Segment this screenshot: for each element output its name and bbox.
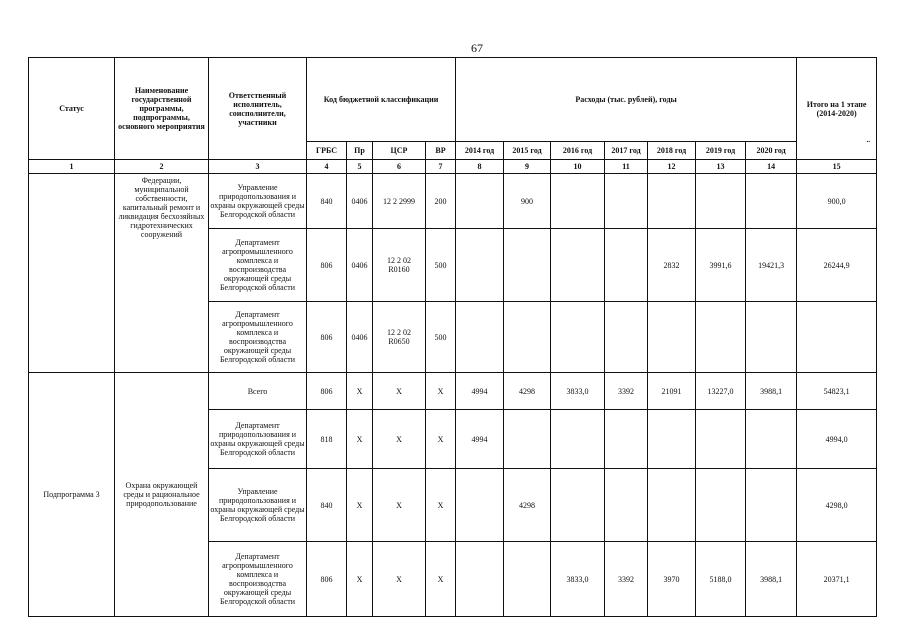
vr-cell: X	[426, 542, 456, 617]
header-2014: 2014 год	[456, 142, 504, 160]
grbs-cell: 840	[307, 174, 347, 229]
value-2018	[648, 410, 696, 469]
value-2015: 900	[504, 174, 551, 229]
executor-cell: Департамент природопользования и охраны окружающей среды Белгородской области	[209, 410, 307, 469]
value-2019	[696, 174, 746, 229]
pr-cell: 0406	[347, 302, 373, 373]
value-2017	[605, 469, 648, 542]
executor-cell: Департамент агропромышленного комплекса и воспроизводства окружающей среды Белгородской области	[209, 542, 307, 617]
value-2020: 19421,3	[746, 229, 797, 302]
header-2017: 2017 год	[605, 142, 648, 160]
value-2014	[456, 469, 504, 542]
vr-cell: 200	[426, 174, 456, 229]
budget-table	[28, 57, 877, 617]
value-2020	[746, 174, 797, 229]
grbs-cell: 806	[307, 542, 347, 617]
col-number: 1	[29, 160, 115, 174]
value-2016	[551, 469, 605, 542]
value-2017	[605, 302, 648, 373]
executor-cell: Управление природопользования и охраны окружающей среды Белгородской области	[209, 174, 307, 229]
col-number: 13	[696, 160, 746, 174]
grbs-cell: 840	[307, 469, 347, 542]
csr-cell: X	[373, 410, 426, 469]
value-2016	[551, 410, 605, 469]
header-name: Наименование государственной программы, подпрограммы, основного мероприятия	[115, 58, 209, 160]
pr-cell: X	[347, 542, 373, 617]
table-row	[29, 174, 877, 229]
table-row	[29, 373, 877, 410]
pr-cell: X	[347, 373, 373, 410]
executor-cell: Департамент агропромышленного комплекса и воспроизводства окружающей среды Белгородской области	[209, 229, 307, 302]
vr-cell: 500	[426, 302, 456, 373]
value-2014	[456, 302, 504, 373]
total-cell: 4994,0	[797, 410, 877, 469]
col-number: 9	[504, 160, 551, 174]
header-2016: 2016 год	[551, 142, 605, 160]
value-2020	[746, 410, 797, 469]
col-number: 10	[551, 160, 605, 174]
value-2018: 3970	[648, 542, 696, 617]
pr-cell: X	[347, 410, 373, 469]
executor-cell: Управление природопользования и охраны окружающей среды Белгородской области	[209, 469, 307, 542]
column-number-row	[29, 160, 877, 174]
col-number: 3	[209, 160, 307, 174]
value-2019	[696, 469, 746, 542]
col-number: 11	[605, 160, 648, 174]
col-number: 6	[373, 160, 426, 174]
value-2017: 3392	[605, 373, 648, 410]
col-number: 15	[797, 160, 877, 174]
total-cell	[797, 302, 877, 373]
vr-cell: X	[426, 373, 456, 410]
value-2017: 3392	[605, 542, 648, 617]
value-2015	[504, 302, 551, 373]
total-cell: 20371,1	[797, 542, 877, 617]
status-cell: Подпрограмма 3	[29, 373, 115, 617]
total-cell: 4298,0	[797, 469, 877, 542]
grbs-cell: 806	[307, 373, 347, 410]
value-2020	[746, 469, 797, 542]
vr-cell: X	[426, 469, 456, 542]
header-2020: 2020 год	[746, 142, 797, 160]
executor-cell: Всего	[209, 373, 307, 410]
col-number: 7	[426, 160, 456, 174]
csr-cell: X	[373, 542, 426, 617]
value-2015: 4298	[504, 373, 551, 410]
value-2017	[605, 229, 648, 302]
value-2020: 3988,1	[746, 542, 797, 617]
value-2015: 4298	[504, 469, 551, 542]
csr-cell: 12 2 02 R0160	[373, 229, 426, 302]
col-number: 12	[648, 160, 696, 174]
value-2016: 3833,0	[551, 542, 605, 617]
total-cell: 26244,9	[797, 229, 877, 302]
value-2014: 4994	[456, 410, 504, 469]
value-2019	[696, 410, 746, 469]
program-name-cell: Федерации, муниципальной собственности, капитальный ремонт и ликвидация бесхозяйных гидротехнических сооружений	[115, 174, 209, 373]
col-number: 14	[746, 160, 797, 174]
header-2018: 2018 год	[648, 142, 696, 160]
value-2016	[551, 302, 605, 373]
value-2016: 3833,0	[551, 373, 605, 410]
value-2019: 13227,0	[696, 373, 746, 410]
vr-cell: 500	[426, 229, 456, 302]
value-2017	[605, 174, 648, 229]
grbs-cell: 806	[307, 302, 347, 373]
header-expenses: Расходы (тыс. рублей), годы	[456, 58, 797, 142]
value-2014	[456, 229, 504, 302]
total-cell: 900,0	[797, 174, 877, 229]
value-2016	[551, 229, 605, 302]
value-2018	[648, 469, 696, 542]
header-budget-code: Код бюджетной классификации	[307, 58, 456, 142]
col-number: 8	[456, 160, 504, 174]
col-number: 4	[307, 160, 347, 174]
pr-cell: X	[347, 469, 373, 542]
value-2018	[648, 302, 696, 373]
header-total	[797, 58, 877, 160]
value-2018: 21091	[648, 373, 696, 410]
header-executor: Ответственный исполнитель, соисполнители, участники	[209, 58, 307, 160]
header-grbs: ГРБС	[307, 142, 347, 160]
value-2020: 3988,1	[746, 373, 797, 410]
header-vr: ВР	[426, 142, 456, 160]
header-row-main	[29, 58, 877, 142]
value-2014	[456, 174, 504, 229]
status-cell	[29, 174, 115, 373]
value-2020	[746, 302, 797, 373]
vr-cell: X	[426, 410, 456, 469]
col-number: 5	[347, 160, 373, 174]
value-2018	[648, 174, 696, 229]
csr-cell: X	[373, 373, 426, 410]
csr-cell: 12 2 2999	[373, 174, 426, 229]
page-number: 67	[471, 41, 483, 55]
pr-cell: 0406	[347, 229, 373, 302]
value-2018: 2832	[648, 229, 696, 302]
header-csr: ЦСР	[373, 142, 426, 160]
total-cell: 54823,1	[797, 373, 877, 410]
pr-cell: 0406	[347, 174, 373, 229]
value-2014: 4994	[456, 373, 504, 410]
value-2017	[605, 410, 648, 469]
value-2015	[504, 410, 551, 469]
header-2015: 2015 год	[504, 142, 551, 160]
program-name-cell: Охрана окружающей среды и рациональное природопользование	[115, 373, 209, 617]
csr-cell: X	[373, 469, 426, 542]
header-2019: 2019 год	[696, 142, 746, 160]
header-status: Статус	[29, 58, 115, 160]
value-2014	[456, 542, 504, 617]
grbs-cell: 818	[307, 410, 347, 469]
executor-cell: Департамент агропромышленного комплекса и воспроизводства окружающей среды Белгородской области	[209, 302, 307, 373]
value-2019: 5188,0	[696, 542, 746, 617]
value-2016	[551, 174, 605, 229]
grbs-cell: 806	[307, 229, 347, 302]
value-2019: 3991,6	[696, 229, 746, 302]
value-2015	[504, 542, 551, 617]
value-2019	[696, 302, 746, 373]
col-number: 2	[115, 160, 209, 174]
csr-cell: 12 2 02 R0650	[373, 302, 426, 373]
header-pr: Пр	[347, 142, 373, 160]
header-total-mark: ..	[866, 136, 871, 144]
header-total-label: Итого на 1 этапе (2014-2020)	[806, 99, 867, 118]
value-2015	[504, 229, 551, 302]
